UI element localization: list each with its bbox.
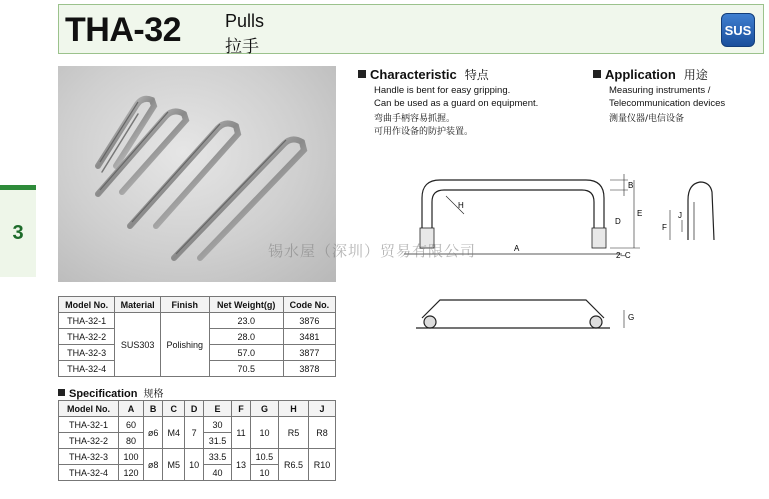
cell-j: R10 — [309, 449, 336, 481]
cell-e: 40 — [203, 465, 231, 481]
cell-f: 13 — [232, 449, 251, 481]
cell-model: THA-32-1 — [59, 417, 119, 433]
cell-weight: 23.0 — [209, 313, 283, 329]
cell-model: THA-32-4 — [59, 361, 115, 377]
cell-b: ø8 — [143, 449, 162, 481]
application-cn-1: 测量仪器/电信设备 — [609, 114, 685, 124]
cell-model: THA-32-2 — [59, 433, 119, 449]
cell-finish: Polishing — [160, 313, 209, 377]
application-line-1: Measuring instruments / — [609, 85, 711, 96]
chapter-number: 3 — [12, 222, 24, 244]
cell-j: R8 — [309, 417, 336, 449]
col-b: B — [143, 401, 162, 417]
table-row — [59, 313, 336, 329]
col-a: A — [118, 401, 143, 417]
model-table-header — [59, 297, 336, 313]
cell-model: THA-32-4 — [59, 465, 119, 481]
application-heading — [593, 66, 708, 83]
col-j: J — [309, 401, 336, 417]
model-title: THA-32 — [65, 11, 182, 49]
col-h: H — [279, 401, 309, 417]
bottom-view-outline — [422, 300, 604, 318]
cell-code: 3877 — [283, 345, 335, 361]
bullet-square-icon — [58, 389, 65, 396]
spec-title-cn: 规格 — [143, 389, 164, 400]
product-title-en: Pulls — [225, 11, 265, 31]
characteristic-title-cn: 特点 — [464, 68, 489, 82]
cell-c: M5 — [163, 449, 185, 481]
cell-d: 10 — [185, 449, 204, 481]
dim-label-f: F — [662, 223, 667, 232]
table-row — [59, 417, 336, 433]
cell-weight: 28.0 — [209, 329, 283, 345]
cell-e: 33.5 — [203, 449, 231, 465]
col-model-no: Model No. — [59, 401, 119, 417]
cell-h: R6.5 — [279, 449, 309, 481]
dim-label-a: A — [514, 244, 520, 253]
cell-code: 3878 — [283, 361, 335, 377]
header-bar — [58, 4, 764, 57]
col-model-no: Model No. — [59, 297, 115, 313]
cell-g: 10.5 — [250, 449, 278, 465]
application-line-2: Telecommunication devices — [609, 97, 726, 109]
cell-material: SUS303 — [115, 313, 161, 377]
spec-table — [58, 400, 336, 481]
characteristic-line-1: Handle is bent for easy gripping. — [374, 85, 511, 96]
col-f: F — [232, 401, 251, 417]
dim-label-c: 2–C — [616, 251, 631, 260]
cell-code: 3876 — [283, 313, 335, 329]
product-title-cn: 拉手 — [225, 37, 259, 57]
cell-model: THA-32-1 — [59, 313, 115, 329]
application-title: Application — [605, 67, 676, 82]
col-e: E — [203, 401, 231, 417]
model-table — [58, 296, 336, 377]
dim-label-b: B — [628, 181, 634, 190]
side-view-outline — [688, 182, 714, 240]
col-code-no: Code No. — [283, 297, 335, 313]
cell-weight: 57.0 — [209, 345, 283, 361]
characteristic-cn-1: 弯曲手柄容易抓握。 — [374, 114, 456, 124]
col-d: D — [185, 401, 204, 417]
sus-badge: SUS — [721, 13, 755, 47]
spec-table-header — [59, 401, 336, 417]
cell-model: THA-32-3 — [59, 345, 115, 361]
bullet-square-icon — [593, 70, 601, 78]
cell-e: 31.5 — [203, 433, 231, 449]
col-finish: Finish — [160, 297, 209, 313]
characteristic-line-2: Can be used as a guard on equipment. — [374, 97, 539, 109]
col-material: Material — [115, 297, 161, 313]
dim-label-d: D — [615, 217, 621, 226]
characteristic-title: Characteristic — [370, 67, 457, 82]
spec-title: Specification — [69, 388, 138, 400]
dim-label-j: J — [678, 211, 682, 220]
cell-weight: 70.5 — [209, 361, 283, 377]
application-text — [609, 85, 725, 126]
chapter-tab — [0, 185, 36, 277]
dim-label-g: G — [628, 313, 635, 322]
cell-c: M4 — [163, 417, 185, 449]
characteristic-heading — [358, 66, 489, 83]
cell-b: ø6 — [143, 417, 162, 449]
spec-heading — [58, 385, 163, 400]
watermark-text: 锡水屋（深圳）贸易有限公司 — [268, 242, 477, 260]
col-c: C — [163, 401, 185, 417]
bullet-square-icon — [358, 70, 366, 78]
cell-a: 100 — [118, 449, 143, 465]
cell-g: 10 — [250, 465, 278, 481]
application-title-cn: 用途 — [683, 68, 708, 82]
cell-model: THA-32-2 — [59, 329, 115, 345]
col-net-weight: Net Weight(g) — [209, 297, 283, 313]
cell-model: THA-32-3 — [59, 449, 119, 465]
cell-a: 120 — [118, 465, 143, 481]
characteristic-cn-2: 可用作设备的防护装置。 — [374, 126, 474, 137]
cell-d: 7 — [185, 417, 204, 449]
dim-label-h: H — [458, 201, 464, 210]
table-row — [59, 449, 336, 465]
cell-a: 80 — [118, 433, 143, 449]
cell-f: 11 — [232, 417, 251, 449]
cell-e: 30 — [203, 417, 231, 433]
cell-a: 60 — [118, 417, 143, 433]
cell-h: R5 — [279, 417, 309, 449]
cell-g: 10 — [250, 417, 278, 449]
characteristic-text — [374, 85, 538, 138]
cell-code: 3481 — [283, 329, 335, 345]
col-g: G — [250, 401, 278, 417]
dim-label-e: E — [637, 209, 643, 218]
